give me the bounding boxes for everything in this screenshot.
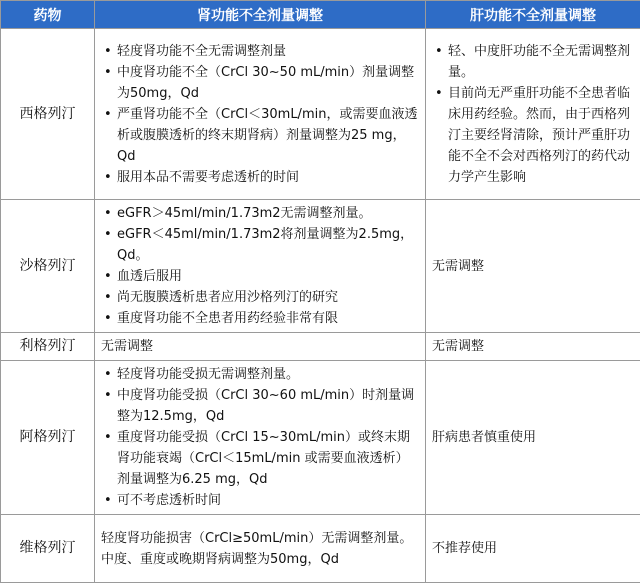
drug-name: 利格列汀 [1, 333, 95, 361]
hepatic-list [432, 41, 634, 188]
hepatic-cell: 肝病患者慎重使用 [426, 361, 640, 515]
list-item: • 中度肾功能受损（CrCl 30~60 mL/min）时剂量调整为12.5mg，Qd [117, 385, 419, 427]
renal-list [101, 203, 419, 329]
table-row [1, 333, 640, 361]
table-row [1, 29, 640, 200]
renal-list [101, 364, 419, 511]
renal-cell [95, 29, 426, 200]
header-row [1, 1, 640, 29]
table-row [1, 200, 640, 333]
drug-name: 西格列汀 [1, 29, 95, 200]
hepatic-cell: 不推荐使用 [426, 515, 640, 583]
list-item: • 轻度肾功能受损无需调整剂量。 [117, 364, 419, 385]
list-item: • eGFR＞45ml/min/1.73m2无需调整剂量。 [117, 203, 419, 224]
hepatic-cell: 无需调整 [426, 333, 640, 361]
header-drug: 药物 [1, 1, 95, 29]
list-item: • 轻、中度肝功能不全无需调整剂量。 [448, 41, 634, 83]
list-item: • 目前尚无严重肝功能不全患者临床用药经验。然而，由于西格列汀主要经肾清除，预计严重肝功能不全不会对西格列汀的药代动力学产生影响 [448, 83, 634, 188]
drug-name: 阿格列汀 [1, 361, 95, 515]
list-item: • eGFR＜45ml/min/1.73m2将剂量调整为2.5mg，Qd。 [117, 224, 419, 266]
list-item: • 尚无腹膜透析患者应用沙格列汀的研究 [117, 287, 419, 308]
renal-cell [95, 515, 426, 583]
list-item: • 可不考虑透析时间 [117, 490, 419, 511]
drug-name: 维格列汀 [1, 515, 95, 583]
list-item: • 服用本品不需要考虑透析的时间 [117, 167, 419, 188]
header-hepatic-adjustment: 肝功能不全剂量调整 [426, 1, 640, 29]
list-item: • 严重肾功能不全（CrCl＜30mL/min，或需要血液透析或腹膜透析的终末期肾病）剂量调整为25 mg，Qd [117, 104, 419, 167]
hepatic-cell [426, 29, 640, 200]
list-item: • 轻度肾功能不全无需调整剂量 [117, 41, 419, 62]
list-item: • 血透后服用 [117, 266, 419, 287]
hepatic-cell: 无需调整 [426, 200, 640, 333]
table-row [1, 515, 640, 583]
header-renal-adjustment: 肾功能不全剂量调整 [95, 1, 426, 29]
renal-line: 中度、重度或晚期肾病调整为50mg，Qd [101, 549, 419, 570]
list-item: • 重度肾功能受损（CrCl 15~30mL/min）或终末期肾功能衰竭（CrCl＜15mL/min 或需要血液透析）剂量调整为6.25 mg，Qd [117, 427, 419, 490]
drug-name: 沙格列汀 [1, 200, 95, 333]
renal-cell: 无需调整 [95, 333, 426, 361]
renal-list [101, 41, 419, 188]
list-item: • 重度肾功能不全患者用药经验非常有限 [117, 308, 419, 329]
renal-cell [95, 361, 426, 515]
table-row [1, 361, 640, 515]
list-item: • 中度肾功能不全（CrCl 30~50 mL/min）剂量调整为50mg，Qd [117, 62, 419, 104]
renal-cell [95, 200, 426, 333]
renal-line: 轻度肾功能损害（CrCl≥50mL/min）无需调整剂量。 [101, 528, 419, 549]
